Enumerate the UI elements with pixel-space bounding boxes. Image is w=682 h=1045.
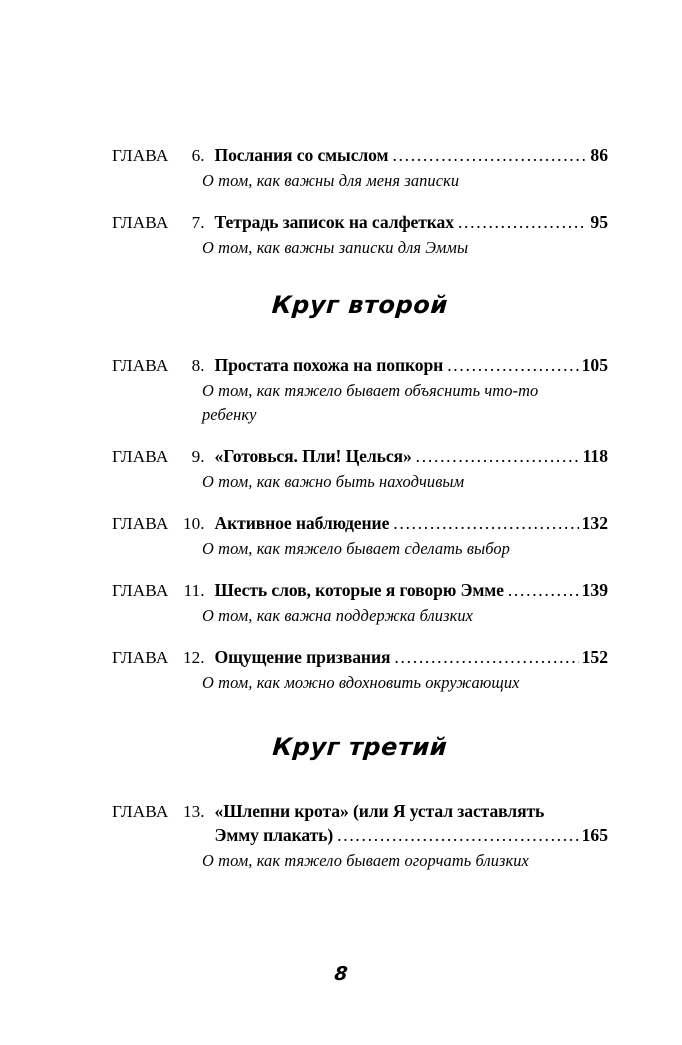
chapter-number: 10. [183, 514, 205, 533]
chapter-subtitle: О том, как важно быть находчивым [202, 472, 465, 491]
chapter-page-number: 139 [581, 580, 608, 600]
chapter-page-number: 105 [581, 355, 608, 375]
chapter-label: ГЛАВА [112, 146, 169, 165]
toc-entry-chapter-9[interactable] [112, 444, 608, 494]
dot-leader [337, 823, 578, 841]
chapter-number: 9. [191, 447, 205, 466]
chapter-label: ГЛАВА [112, 447, 169, 466]
toc-entry-chapter-11[interactable] [112, 578, 608, 628]
toc-entry-line [112, 210, 608, 235]
chapter-page-number: 152 [581, 647, 608, 667]
chapter-title: Активное наблюдение [214, 513, 390, 533]
chapter-subtitle: О том, как тяжело бывает объяснить что-то ребенку [202, 381, 539, 424]
toc-entry-chapter-8[interactable] [112, 353, 608, 427]
chapter-subtitle: О том, как тяжело бывает сделать выбор [202, 539, 510, 558]
chapter-number: 12. [183, 648, 205, 667]
chapter-title: Простата похожа на попкорн [214, 355, 444, 375]
toc-entry-line [112, 353, 608, 378]
section-heading-round-three: Круг третий [271, 733, 449, 761]
chapter-number: 11. [183, 581, 205, 600]
chapter-number: 7. [191, 213, 205, 232]
chapter-title-line-1: «Шлепни крота» (или Я устал заставлять [214, 801, 545, 821]
toc-entry-chapter-10[interactable] [112, 511, 608, 561]
dot-leader [416, 444, 580, 462]
chapter-subtitle: О том, как важны записки для Эммы [202, 238, 469, 257]
table-of-contents [112, 143, 608, 890]
chapter-title: Тетрадь записок на салфетках [214, 212, 454, 232]
chapter-label: ГЛАВА [112, 581, 169, 600]
toc-entry-chapter-12[interactable] [112, 645, 608, 695]
chapter-title-line-2: Эмму плакать) [214, 825, 334, 845]
toc-entry-line [112, 143, 608, 168]
chapter-page-number: 165 [581, 825, 608, 845]
chapter-title: Ощущение призвания [214, 647, 391, 667]
toc-entry-line-continued [112, 823, 608, 848]
chapter-title: Шесть слов, которые я говорю Эмме [214, 580, 504, 600]
chapter-page-number: 95 [590, 212, 608, 232]
dot-leader [508, 578, 579, 596]
chapter-title: Послания со смыслом [214, 145, 389, 165]
chapter-label: ГЛАВА [112, 648, 169, 667]
chapter-page-number: 86 [590, 145, 608, 165]
chapter-number: 8. [191, 356, 205, 375]
toc-entry-line [112, 645, 608, 670]
toc-entry-line [112, 799, 608, 824]
chapter-number: 13. [183, 802, 205, 821]
toc-entry-line [112, 578, 608, 603]
dot-leader [393, 511, 578, 529]
chapter-number: 6. [191, 146, 205, 165]
chapter-subtitle: О том, как можно вдохновить окружающих [202, 673, 520, 692]
dot-leader [458, 210, 587, 228]
chapter-label: ГЛАВА [112, 802, 169, 821]
toc-entry-chapter-13[interactable] [112, 799, 608, 873]
section-heading-round-two: Круг второй [271, 291, 449, 319]
toc-entry-line [112, 511, 608, 536]
dot-leader [447, 353, 578, 371]
chapter-label: ГЛАВА [112, 514, 169, 533]
toc-entry-chapter-7[interactable] [112, 210, 608, 260]
dot-leader [392, 143, 587, 161]
chapter-label: ГЛАВА [112, 356, 169, 375]
dot-leader [394, 645, 578, 663]
chapter-page-number: 132 [581, 513, 608, 533]
chapter-subtitle: О том, как важна поддержка близких [202, 606, 474, 625]
chapter-page-number: 118 [582, 446, 608, 466]
chapter-title: «Готовься. Пли! Целься» [214, 446, 412, 466]
chapter-subtitle: О том, как тяжело бывает огорчать близких [202, 851, 529, 870]
chapter-subtitle: О том, как важны для меня записки [202, 171, 460, 190]
toc-entry-line [112, 444, 608, 469]
page-folio-number: 8 [333, 963, 349, 985]
chapter-label: ГЛАВА [112, 213, 169, 232]
toc-entry-chapter-6[interactable] [112, 143, 608, 193]
